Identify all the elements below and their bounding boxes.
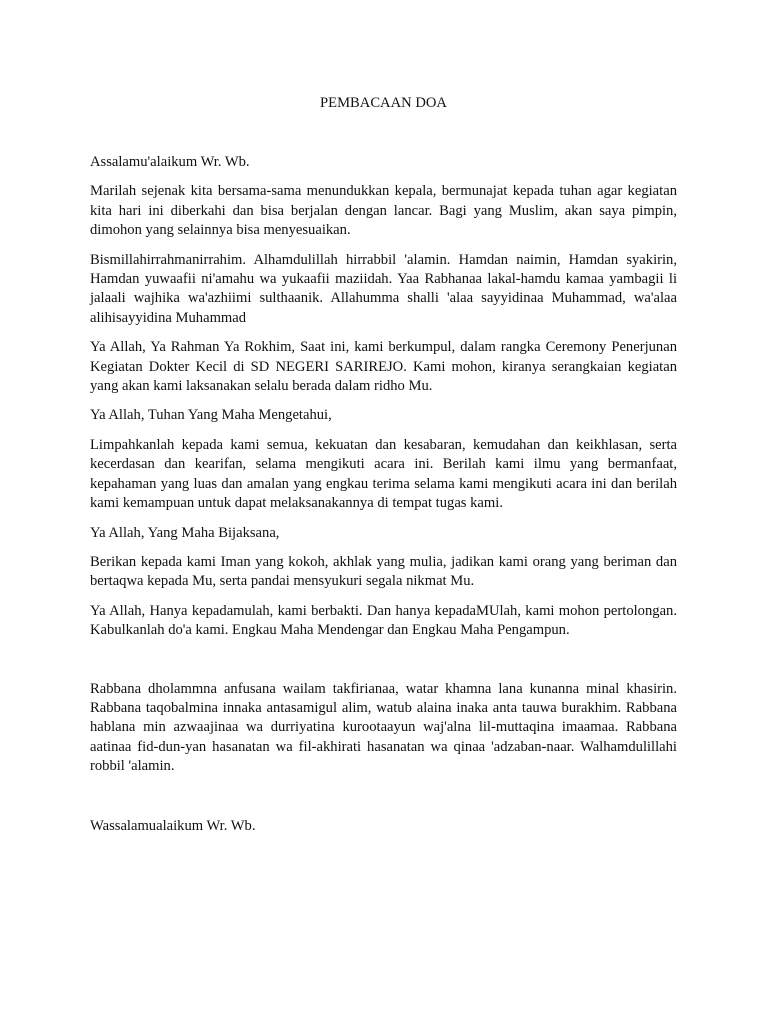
faith-paragraph: Berikan kepada kami Iman yang kokoh, akhlak yang mulia, jadikan kami orang yang beriman dan bertaqwa kepada Mu, serta pandai mensyukuri segala nikmat Mu. [90, 553, 677, 590]
bismillah-paragraph: Bismillahirrahmanirrahim. Alhamdulillah hirrabbil 'alamin. Hamdan naimin, Hamdan syakirin, Hamdan yuwaafii ni'amahu wa yukaafii maziidah. Yaa Rabhanaa lakal-hamdu kamaa yambagii li jalaali wajhika wa'azhiimi sulthaanik. Allahumma shalli 'alaa sayyidinaa Muhammad, wa'alaa alihisayyidina Muhammad [90, 251, 677, 326]
closing-salutation: Wassalamualaikum Wr. Wb. [90, 818, 256, 834]
invocation-knowing: Ya Allah, Tuhan Yang Maha Mengetahui, [90, 407, 332, 424]
document-title: PEMBACAAN DOA [320, 95, 447, 111]
rabbana-paragraph: Rabbana dholammna anfusana wailam takfirianaa, watar khamna lana kunanna minal khasirin. Rabbana taqobalmina innaka antasamigul alim, watub alaina inaka anta tauwa burakhim. Rabbana hablana min azwaajinaa wa durriyatina kurootaayun waj'alna lil-muttaqina imaamaa. Rabbana aatinaa fid-dun-yan hasanatan wa fil-akhirati hasanatan wa qinaa 'adzaban-naar. Walhamdulillahi robbil 'alamin. [90, 680, 677, 775]
ceremony-paragraph: Ya Allah, Ya Rahman Ya Rokhim, Saat ini, kami berkumpul, dalam rangka Ceremony Penerjunan Kegiatan Dokter Kecil di SD NEGERI SARIREJO. Kami mohon, kiranya serangkaian kegiatan yang akan kami laksanakan selalu berada dalam ridho Mu. [90, 339, 677, 395]
document-body [90, 153, 677, 787]
document-page [90, 0, 677, 1024]
greeting-paragraph: Assalamu'alaikum Wr. Wb. [90, 154, 250, 170]
opening-paragraph: Marilah sejenak kita bersama-sama menundukkan kepala, bermunajat kepada tuhan agar kegiatan kita hari ini diberkahi dan bisa berjalan dengan lancar. Bagi yang Muslim, akan saya pimpin, dimohon yang selainnya bisa menyesuaikan. [90, 183, 677, 239]
blessing-paragraph: Limpahkanlah kepada kami semua, kekuatan dan kesabaran, kemudahan dan keikhlasan, serta kecerdasan dan kearifan, selama mengikuti acara ini. Berilah kami ilmu yang bermanfaat, kepahaman yang luas dan amalan yang engkau terima selama kami mengikuti acara ini dan berilah kami kemampuan untuk dapat melaksanakannya di tempat tugas kami. [90, 436, 677, 512]
invocation-wise: Ya Allah, Yang Maha Bijaksana, [90, 524, 280, 541]
devotion-paragraph: Ya Allah, Hanya kepadamulah, kami berbakti. Dan hanya kepadaMUlah, kami mohon pertolongan. Kabulkanlah do'a kami. Engkau Maha Mendengar dan Engkau Maha Pengampun. [90, 602, 677, 639]
